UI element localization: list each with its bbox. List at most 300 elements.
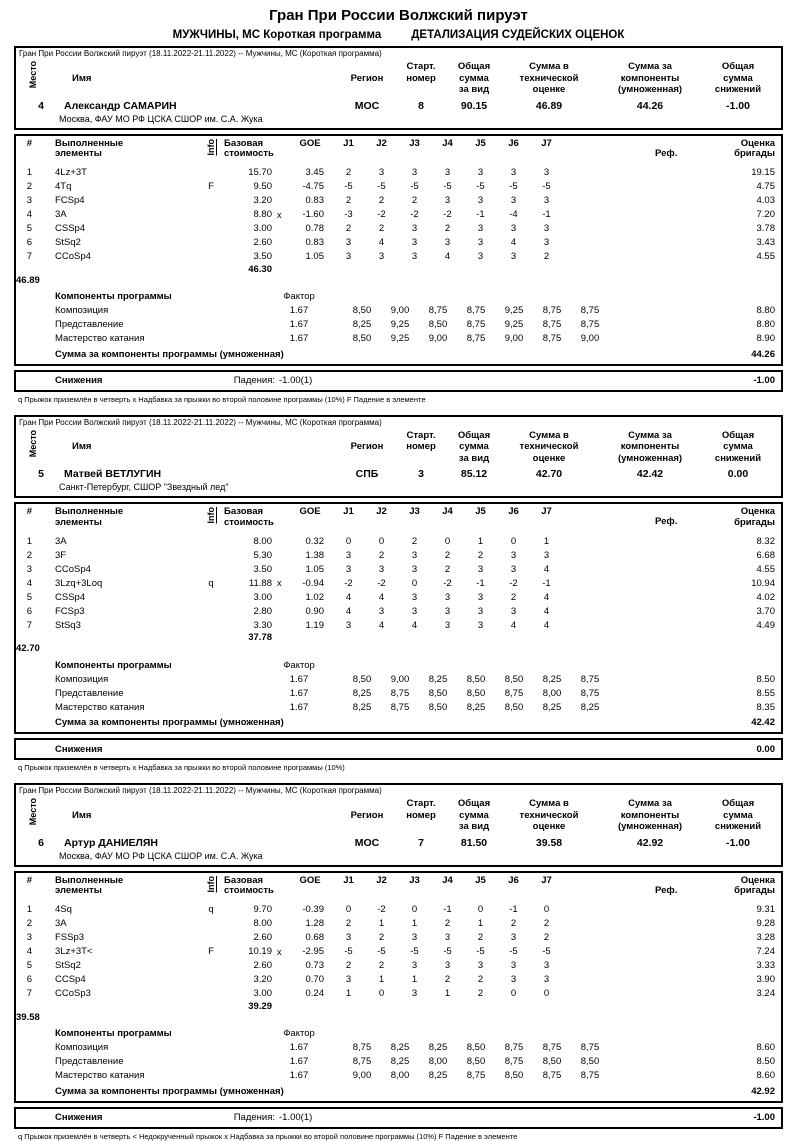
judge-score-j6: -5 bbox=[509, 181, 518, 192]
component-judge-score-j6: 8,75 bbox=[542, 333, 562, 344]
col-base-value-label bbox=[224, 876, 274, 897]
components-sum-row bbox=[16, 346, 781, 361]
component-judge-score-j1: 8,50 bbox=[352, 333, 372, 344]
element-name: FCSp4 bbox=[55, 195, 85, 206]
judge-score-j7: 4 bbox=[543, 563, 550, 575]
element-base-value: 10.19 bbox=[248, 946, 272, 957]
elements-total-row bbox=[16, 264, 781, 286]
judge-score-j4: -1 bbox=[443, 904, 452, 915]
judge-score-j1: 3 bbox=[345, 251, 352, 262]
component-judge-score-j7: 8,25 bbox=[580, 701, 600, 713]
elements-box bbox=[14, 871, 783, 1103]
component-judge-score-j2: 8,25 bbox=[390, 1042, 410, 1053]
components-sum-row bbox=[16, 714, 781, 729]
col-total-technical-label-line: оценке bbox=[532, 821, 566, 832]
judge-score-j7: -5 bbox=[542, 946, 551, 957]
judge-score-j1: 3 bbox=[345, 932, 352, 943]
event-line: Гран При России Волжский пируэт (18.11.2022-21.11.2022) -- Мужчины, МС (Короткая программа) bbox=[19, 786, 382, 795]
event-line: Гран При России Волжский пируэт (18.11.2022-21.11.2022) -- Мужчины, МС (Короткая программа) bbox=[19, 417, 382, 427]
referee-score bbox=[655, 238, 715, 248]
col-base-value-label-line: Базовая bbox=[224, 506, 264, 517]
components-header-label: Компоненты программы bbox=[55, 1028, 172, 1039]
skater-section bbox=[14, 783, 783, 1141]
skater-total-components: 42.92 bbox=[636, 836, 664, 849]
element-number: 7 bbox=[26, 251, 32, 262]
element-base-value: 3.00 bbox=[253, 591, 272, 603]
components-header-row bbox=[16, 1023, 781, 1041]
element-name: 3A bbox=[55, 918, 67, 929]
skater-region: МОС bbox=[354, 99, 380, 112]
component-name: Композиция bbox=[55, 673, 109, 685]
element-number: 7 bbox=[26, 619, 32, 631]
judge-score-j6: 3 bbox=[510, 549, 517, 561]
judge-score-j2: 3 bbox=[378, 167, 385, 178]
component-judge-score-j2: 8,25 bbox=[390, 1056, 410, 1067]
spacer bbox=[715, 633, 781, 643]
judge-score-j2: 2 bbox=[378, 549, 385, 561]
component-judge-score-j4: 8,75 bbox=[466, 1070, 486, 1081]
component-name: Представление bbox=[55, 1056, 124, 1067]
judge-score-j1: 1 bbox=[345, 988, 352, 999]
component-name: Мастерство катания bbox=[55, 333, 145, 344]
col-total-components-label bbox=[599, 430, 701, 465]
components-header-row bbox=[16, 654, 781, 672]
judge-score-j4: 2 bbox=[444, 563, 451, 575]
skater-total-deductions: 0.00 bbox=[727, 468, 749, 480]
result-header-box bbox=[14, 46, 783, 130]
col-total-segment-label-line: сумма bbox=[459, 72, 489, 84]
col-start-number-label-line: номер bbox=[406, 441, 436, 452]
component-row bbox=[16, 686, 781, 700]
element-row bbox=[16, 576, 781, 590]
col-judge-2-label: J2 bbox=[376, 874, 387, 886]
falls-value: -1.00(1) bbox=[279, 1112, 313, 1123]
col-region-label: Регион bbox=[350, 441, 384, 452]
col-total-technical-label-line: Сумма в bbox=[529, 429, 569, 441]
spacer bbox=[715, 1001, 781, 1011]
component-judge-score-j2: 8,75 bbox=[390, 701, 410, 713]
col-total-segment-label-line: сумма bbox=[459, 809, 489, 821]
col-panel-score-label bbox=[715, 507, 781, 528]
element-panel-score: 3.78 bbox=[756, 223, 775, 234]
col-judge-3-label: J3 bbox=[409, 874, 420, 886]
col-panel-score-label-line: бригады bbox=[734, 885, 775, 896]
element-row bbox=[16, 194, 781, 208]
component-judge-score-j4: 8,75 bbox=[466, 305, 486, 316]
col-judge-6-label: J6 bbox=[508, 874, 519, 886]
judge-score-j5: 2 bbox=[477, 549, 484, 561]
element-name: 3Lz+3T< bbox=[55, 946, 93, 957]
component-judge-score-j2: 9,00 bbox=[390, 673, 410, 685]
element-goe: -2.95 bbox=[302, 946, 324, 957]
element-row bbox=[16, 236, 781, 250]
judge-score-j7: -5 bbox=[542, 181, 551, 192]
judge-score-j1: -5 bbox=[344, 946, 353, 957]
component-judge-score-j2: 8,00 bbox=[390, 1070, 410, 1081]
component-judge-score-j6: 8,75 bbox=[542, 319, 562, 330]
col-total-deductions-label bbox=[701, 798, 775, 833]
deductions-row bbox=[16, 740, 781, 758]
element-base-value: 3.50 bbox=[253, 251, 272, 262]
component-judge-score-j4: 8,50 bbox=[466, 673, 486, 685]
element-goe: 0.24 bbox=[305, 988, 324, 999]
element-row bbox=[16, 917, 781, 931]
element-panel-score: 3.24 bbox=[756, 988, 775, 999]
skater-total-technical: 39.58 bbox=[535, 836, 563, 849]
judge-score-j5: 2 bbox=[477, 988, 484, 999]
skater-row bbox=[16, 464, 781, 481]
judge-score-j7: 2 bbox=[543, 918, 550, 929]
col-panel-score-label bbox=[715, 139, 781, 160]
col-total-components-label-line: (умноженная) bbox=[617, 84, 683, 95]
element-panel-score: 7.24 bbox=[756, 946, 775, 957]
component-panel-score: 8.80 bbox=[756, 319, 775, 330]
judge-score-j3: -2 bbox=[410, 209, 419, 220]
component-judge-score-j5: 8,75 bbox=[504, 1042, 524, 1053]
judge-score-j7: 3 bbox=[543, 195, 550, 206]
col-judge-4-label: J4 bbox=[442, 137, 453, 149]
judge-score-j4: 2 bbox=[444, 918, 451, 929]
element-name: 4Sq bbox=[55, 904, 72, 915]
col-total-components-label-line: (умноженная) bbox=[617, 821, 683, 832]
referee-score bbox=[655, 947, 715, 957]
element-panel-score: 3.70 bbox=[756, 605, 775, 617]
judge-score-j5: 3 bbox=[477, 223, 484, 234]
components-sum-row bbox=[16, 1083, 781, 1098]
col-total-segment-label-line: за вид bbox=[458, 452, 490, 464]
col-base-value-label-line: Базовая bbox=[224, 137, 264, 149]
element-base-value: 8.00 bbox=[253, 918, 272, 929]
col-info-label bbox=[198, 507, 224, 526]
component-judge-score-j2: 9,25 bbox=[390, 333, 410, 344]
col-start-number-label bbox=[393, 798, 449, 833]
element-goe: 1.28 bbox=[305, 918, 324, 929]
referee-score bbox=[655, 564, 715, 574]
judge-score-j3: 3 bbox=[411, 563, 418, 575]
judge-score-j5: 3 bbox=[477, 591, 484, 603]
judge-score-j3: 3 bbox=[411, 251, 418, 262]
col-elements-label-line: элементы bbox=[55, 516, 102, 528]
element-number: 5 bbox=[26, 591, 32, 603]
component-judge-score-j3: 9,00 bbox=[428, 333, 448, 344]
judge-score-j5: 1 bbox=[477, 918, 484, 929]
component-judge-score-j1: 8,75 bbox=[352, 1056, 372, 1067]
deductions-box bbox=[14, 1107, 783, 1129]
element-panel-score: 3.28 bbox=[756, 932, 775, 943]
referee-score bbox=[655, 168, 715, 178]
element-panel-score: 10.94 bbox=[751, 577, 775, 589]
element-panel-score: 19.15 bbox=[751, 167, 775, 178]
judge-score-j7: 4 bbox=[543, 605, 550, 617]
judge-score-j2: 1 bbox=[378, 974, 385, 985]
component-judge-score-j1: 8,50 bbox=[352, 673, 372, 685]
judge-score-j3: 3 bbox=[411, 932, 418, 943]
col-total-segment-label-line: сумма bbox=[459, 441, 489, 452]
component-judge-score-j1: 9,00 bbox=[352, 1070, 372, 1081]
component-factor: 1.67 bbox=[289, 319, 309, 330]
element-panel-score: 4.55 bbox=[756, 251, 775, 262]
col-element-number-label: # bbox=[26, 137, 32, 149]
component-judge-score-j3: 8,25 bbox=[428, 1042, 448, 1053]
falls-label: Падения: bbox=[233, 1112, 275, 1123]
skater-row bbox=[16, 833, 781, 850]
col-total-deductions-label-line: сумма bbox=[723, 72, 753, 84]
component-judge-score-j6: 8,75 bbox=[542, 1070, 562, 1081]
element-row bbox=[16, 180, 781, 194]
judge-score-j7: 3 bbox=[543, 960, 550, 971]
component-factor: 1.67 bbox=[289, 701, 309, 713]
col-total-deductions-label-line: Общая bbox=[721, 61, 755, 72]
col-goe-label: GOE bbox=[299, 137, 321, 149]
col-base-value-label-line: стоимость bbox=[224, 148, 274, 159]
element-name: FCSp3 bbox=[55, 605, 85, 617]
element-row bbox=[16, 548, 781, 562]
skater-start-number: 7 bbox=[418, 836, 424, 849]
component-panel-score: 8.35 bbox=[756, 701, 775, 713]
factor-label: Фактор bbox=[283, 659, 315, 671]
element-number: 3 bbox=[26, 563, 32, 575]
judge-score-j2: 1 bbox=[378, 918, 385, 929]
element-panel-score: 8.32 bbox=[756, 535, 775, 547]
element-info-flag: q bbox=[208, 904, 214, 915]
element-number: 7 bbox=[26, 988, 32, 999]
element-name: CCoSp4 bbox=[55, 251, 91, 262]
component-judge-score-j6: 8,25 bbox=[542, 701, 562, 713]
element-base-value: 2.60 bbox=[253, 932, 272, 943]
element-number: 1 bbox=[26, 535, 32, 547]
judge-score-j4: -2 bbox=[443, 209, 452, 220]
element-goe: 0.90 bbox=[305, 605, 324, 617]
judge-score-j5: 3 bbox=[477, 167, 484, 178]
col-judge-2-label: J2 bbox=[376, 137, 387, 149]
element-name: 4Lz+3T bbox=[55, 167, 87, 178]
skater-total-segment: 81.50 bbox=[460, 836, 488, 849]
element-name: CSSp4 bbox=[55, 591, 86, 603]
judge-score-j2: -5 bbox=[377, 946, 386, 957]
referee-score bbox=[655, 620, 715, 630]
component-name: Представление bbox=[55, 319, 124, 330]
component-panel-score: 8.60 bbox=[756, 1070, 775, 1081]
element-goe: 1.38 bbox=[305, 549, 324, 561]
judge-score-j6: 4 bbox=[510, 619, 517, 631]
legend-footnote: q Прыжок приземлён в четверть x Надбавка за прыжки во второй половине программы (10%) F Падение в элементе bbox=[18, 394, 426, 404]
judge-score-j1: 4 bbox=[345, 591, 352, 603]
component-judge-score-j3: 8,75 bbox=[428, 305, 448, 316]
col-region-label: Регион bbox=[350, 72, 384, 84]
col-total-components-label-line: Сумма за bbox=[628, 798, 672, 809]
element-base-value: 2.60 bbox=[253, 237, 272, 248]
judge-score-j1: 2 bbox=[345, 960, 352, 971]
judge-score-j3: 0 bbox=[411, 577, 418, 589]
element-row bbox=[16, 250, 781, 264]
skater-name: Артур ДАНИЕЛЯН bbox=[64, 836, 158, 849]
element-panel-score: 3.90 bbox=[756, 974, 775, 985]
elements-panel-total: 42.70 bbox=[16, 643, 40, 654]
judge-score-j1: -5 bbox=[344, 181, 353, 192]
referee-score bbox=[655, 536, 715, 546]
element-info-flag: F bbox=[208, 946, 214, 957]
judge-score-j6: -1 bbox=[509, 904, 518, 915]
skater-place: 4 bbox=[38, 99, 44, 112]
judge-score-j4: 3 bbox=[444, 195, 451, 206]
component-panel-score: 8.50 bbox=[756, 1056, 775, 1067]
judge-score-j6: -2 bbox=[509, 577, 518, 589]
component-factor: 1.67 bbox=[289, 1056, 309, 1067]
skater-club: Санкт-Петербург, СШОР "Звездный лед" bbox=[59, 482, 229, 492]
component-judge-score-j2: 9,25 bbox=[390, 319, 410, 330]
col-elements-label bbox=[38, 876, 198, 897]
component-factor: 1.67 bbox=[289, 305, 309, 316]
col-judge-4-label: J4 bbox=[442, 874, 453, 886]
element-name: FSSp3 bbox=[55, 932, 85, 943]
col-total-deductions-label bbox=[701, 61, 775, 96]
col-judge-3-label: J3 bbox=[409, 506, 420, 517]
element-goe: -0.94 bbox=[302, 577, 324, 589]
page-title: Гран При России Волжский пируэт bbox=[269, 7, 528, 24]
judge-score-j6: 3 bbox=[510, 605, 517, 617]
col-total-segment-label-line: Общая bbox=[457, 798, 491, 809]
deductions-total: 0.00 bbox=[756, 743, 775, 755]
judge-score-j3: 1 bbox=[411, 918, 418, 929]
deductions-label: Снижения bbox=[55, 1112, 103, 1123]
element-row bbox=[16, 222, 781, 236]
col-total-deductions-label-line: Общая bbox=[721, 429, 755, 441]
component-judge-score-j5: 8,50 bbox=[504, 1070, 524, 1081]
col-start-number-label bbox=[393, 61, 449, 96]
skater-total-technical: 46.89 bbox=[535, 99, 563, 112]
referee-score bbox=[655, 182, 715, 192]
judge-score-j4: 3 bbox=[444, 960, 451, 971]
element-base-value: 8.80 bbox=[253, 209, 272, 220]
judge-score-j7: 0 bbox=[543, 988, 550, 999]
component-judge-score-j3: 8,00 bbox=[428, 1056, 448, 1067]
event-line: Гран При России Волжский пируэт (18.11.2022-21.11.2022) -- Мужчины, МС (Короткая программа) bbox=[19, 49, 382, 58]
judge-score-j2: -2 bbox=[377, 904, 386, 915]
judge-score-j1: 3 bbox=[345, 237, 352, 248]
element-x-bonus-flag: x bbox=[277, 209, 282, 220]
referee-score bbox=[655, 905, 715, 915]
component-judge-score-j4: 8,75 bbox=[466, 319, 486, 330]
component-judge-score-j7: 8,75 bbox=[580, 319, 600, 330]
element-name: 3F bbox=[55, 549, 67, 561]
skater-total-segment: 90.15 bbox=[460, 99, 488, 112]
col-total-components-label-line: компоненты bbox=[620, 72, 680, 84]
element-name: StSq3 bbox=[55, 619, 81, 631]
col-panel-score-label bbox=[715, 876, 781, 897]
judge-score-j7: 3 bbox=[543, 223, 550, 234]
col-total-segment-label-line: Общая bbox=[457, 429, 491, 441]
judge-score-j5: -5 bbox=[476, 946, 485, 957]
element-row bbox=[16, 166, 781, 180]
element-base-value: 3.20 bbox=[253, 974, 272, 985]
judge-score-j2: -2 bbox=[377, 577, 386, 589]
element-row bbox=[16, 903, 781, 917]
page-subtitle bbox=[0, 29, 797, 41]
col-base-value-label bbox=[224, 139, 274, 160]
col-judge-5-label: J5 bbox=[475, 137, 486, 149]
element-name: StSq2 bbox=[55, 237, 81, 248]
judge-score-j7: 2 bbox=[543, 251, 550, 262]
element-name: 3A bbox=[55, 209, 67, 220]
col-start-number-label-line: Старт. bbox=[406, 61, 436, 72]
judge-score-j5: -1 bbox=[476, 577, 485, 589]
col-referee-label: Реф. bbox=[655, 147, 678, 159]
component-row bbox=[16, 1055, 781, 1069]
col-elements-label-line: элементы bbox=[55, 885, 102, 896]
col-judge-7-label: J7 bbox=[541, 874, 552, 886]
col-total-deductions-label-line: снижений bbox=[714, 84, 762, 95]
elements-total-row bbox=[16, 1001, 781, 1023]
col-info-label bbox=[198, 876, 224, 895]
col-total-deductions-label-line: снижений bbox=[714, 821, 762, 832]
col-total-components-label-line: Сумма за bbox=[628, 61, 672, 72]
judge-score-j1: 3 bbox=[345, 549, 352, 561]
component-judge-score-j5: 8,50 bbox=[504, 701, 524, 713]
component-judge-score-j6: 8,75 bbox=[542, 305, 562, 316]
element-info-flag: F bbox=[208, 181, 214, 192]
col-judge-2-label: J2 bbox=[376, 506, 387, 517]
col-panel-score-label-line: Оценка bbox=[740, 137, 775, 149]
component-judge-score-j3: 8,50 bbox=[428, 319, 448, 330]
judge-score-j2: 2 bbox=[378, 223, 385, 234]
element-number: 1 bbox=[26, 904, 32, 915]
components-sum-value: 42.92 bbox=[751, 1085, 775, 1097]
element-panel-score: 4.03 bbox=[756, 195, 775, 206]
referee-score bbox=[655, 578, 715, 588]
judge-score-j3: 3 bbox=[411, 167, 418, 178]
col-panel-score-label-line: бригады bbox=[734, 516, 775, 528]
col-judge-5-label: J5 bbox=[475, 506, 486, 517]
col-total-segment-label-line: за вид bbox=[458, 84, 490, 95]
col-total-segment-label bbox=[449, 61, 499, 96]
result-header-box bbox=[14, 783, 783, 867]
col-total-technical-label-line: оценке bbox=[532, 84, 566, 95]
element-goe: 0.83 bbox=[305, 237, 324, 248]
judge-score-j3: 3 bbox=[411, 549, 418, 561]
judge-score-j7: -1 bbox=[542, 577, 551, 589]
component-judge-score-j4: 8,50 bbox=[466, 1056, 486, 1067]
col-base-value-label-line: стоимость bbox=[224, 516, 274, 528]
element-goe: 1.05 bbox=[305, 563, 324, 575]
falls-value: -1.00(1) bbox=[279, 375, 313, 386]
col-total-technical-label-line: технической bbox=[519, 441, 579, 452]
skater-start-number: 3 bbox=[418, 468, 424, 480]
element-panel-score: 4.49 bbox=[756, 619, 775, 631]
col-panel-score-label-line: Оценка bbox=[740, 874, 775, 886]
component-factor: 1.67 bbox=[289, 1042, 309, 1053]
col-base-value-label-line: Базовая bbox=[224, 874, 264, 886]
component-judge-score-j5: 9,25 bbox=[504, 319, 524, 330]
component-judge-score-j3: 8,50 bbox=[428, 687, 448, 699]
col-panel-score-label-line: Оценка bbox=[740, 506, 775, 517]
skater-section bbox=[14, 415, 783, 773]
component-row bbox=[16, 700, 781, 714]
element-name: 3A bbox=[55, 535, 67, 547]
component-judge-score-j1: 8,25 bbox=[352, 687, 372, 699]
skater-row bbox=[16, 96, 781, 113]
element-number: 4 bbox=[26, 946, 32, 957]
element-base-value: 3.20 bbox=[253, 195, 272, 206]
component-row bbox=[16, 332, 781, 346]
component-judge-score-j5: 8,50 bbox=[504, 673, 524, 685]
col-base-value-label-line: стоимость bbox=[224, 885, 274, 896]
deductions-box bbox=[14, 738, 783, 760]
col-judge-6-label: J6 bbox=[508, 506, 519, 517]
skater-club: Москва, ФАУ МО РФ ЦСКА СШОР им. С.А. Жука bbox=[59, 850, 263, 861]
col-total-segment-label bbox=[449, 430, 499, 465]
base-value-total: 39.29 bbox=[248, 1000, 272, 1012]
judge-score-j5: 2 bbox=[477, 974, 484, 985]
